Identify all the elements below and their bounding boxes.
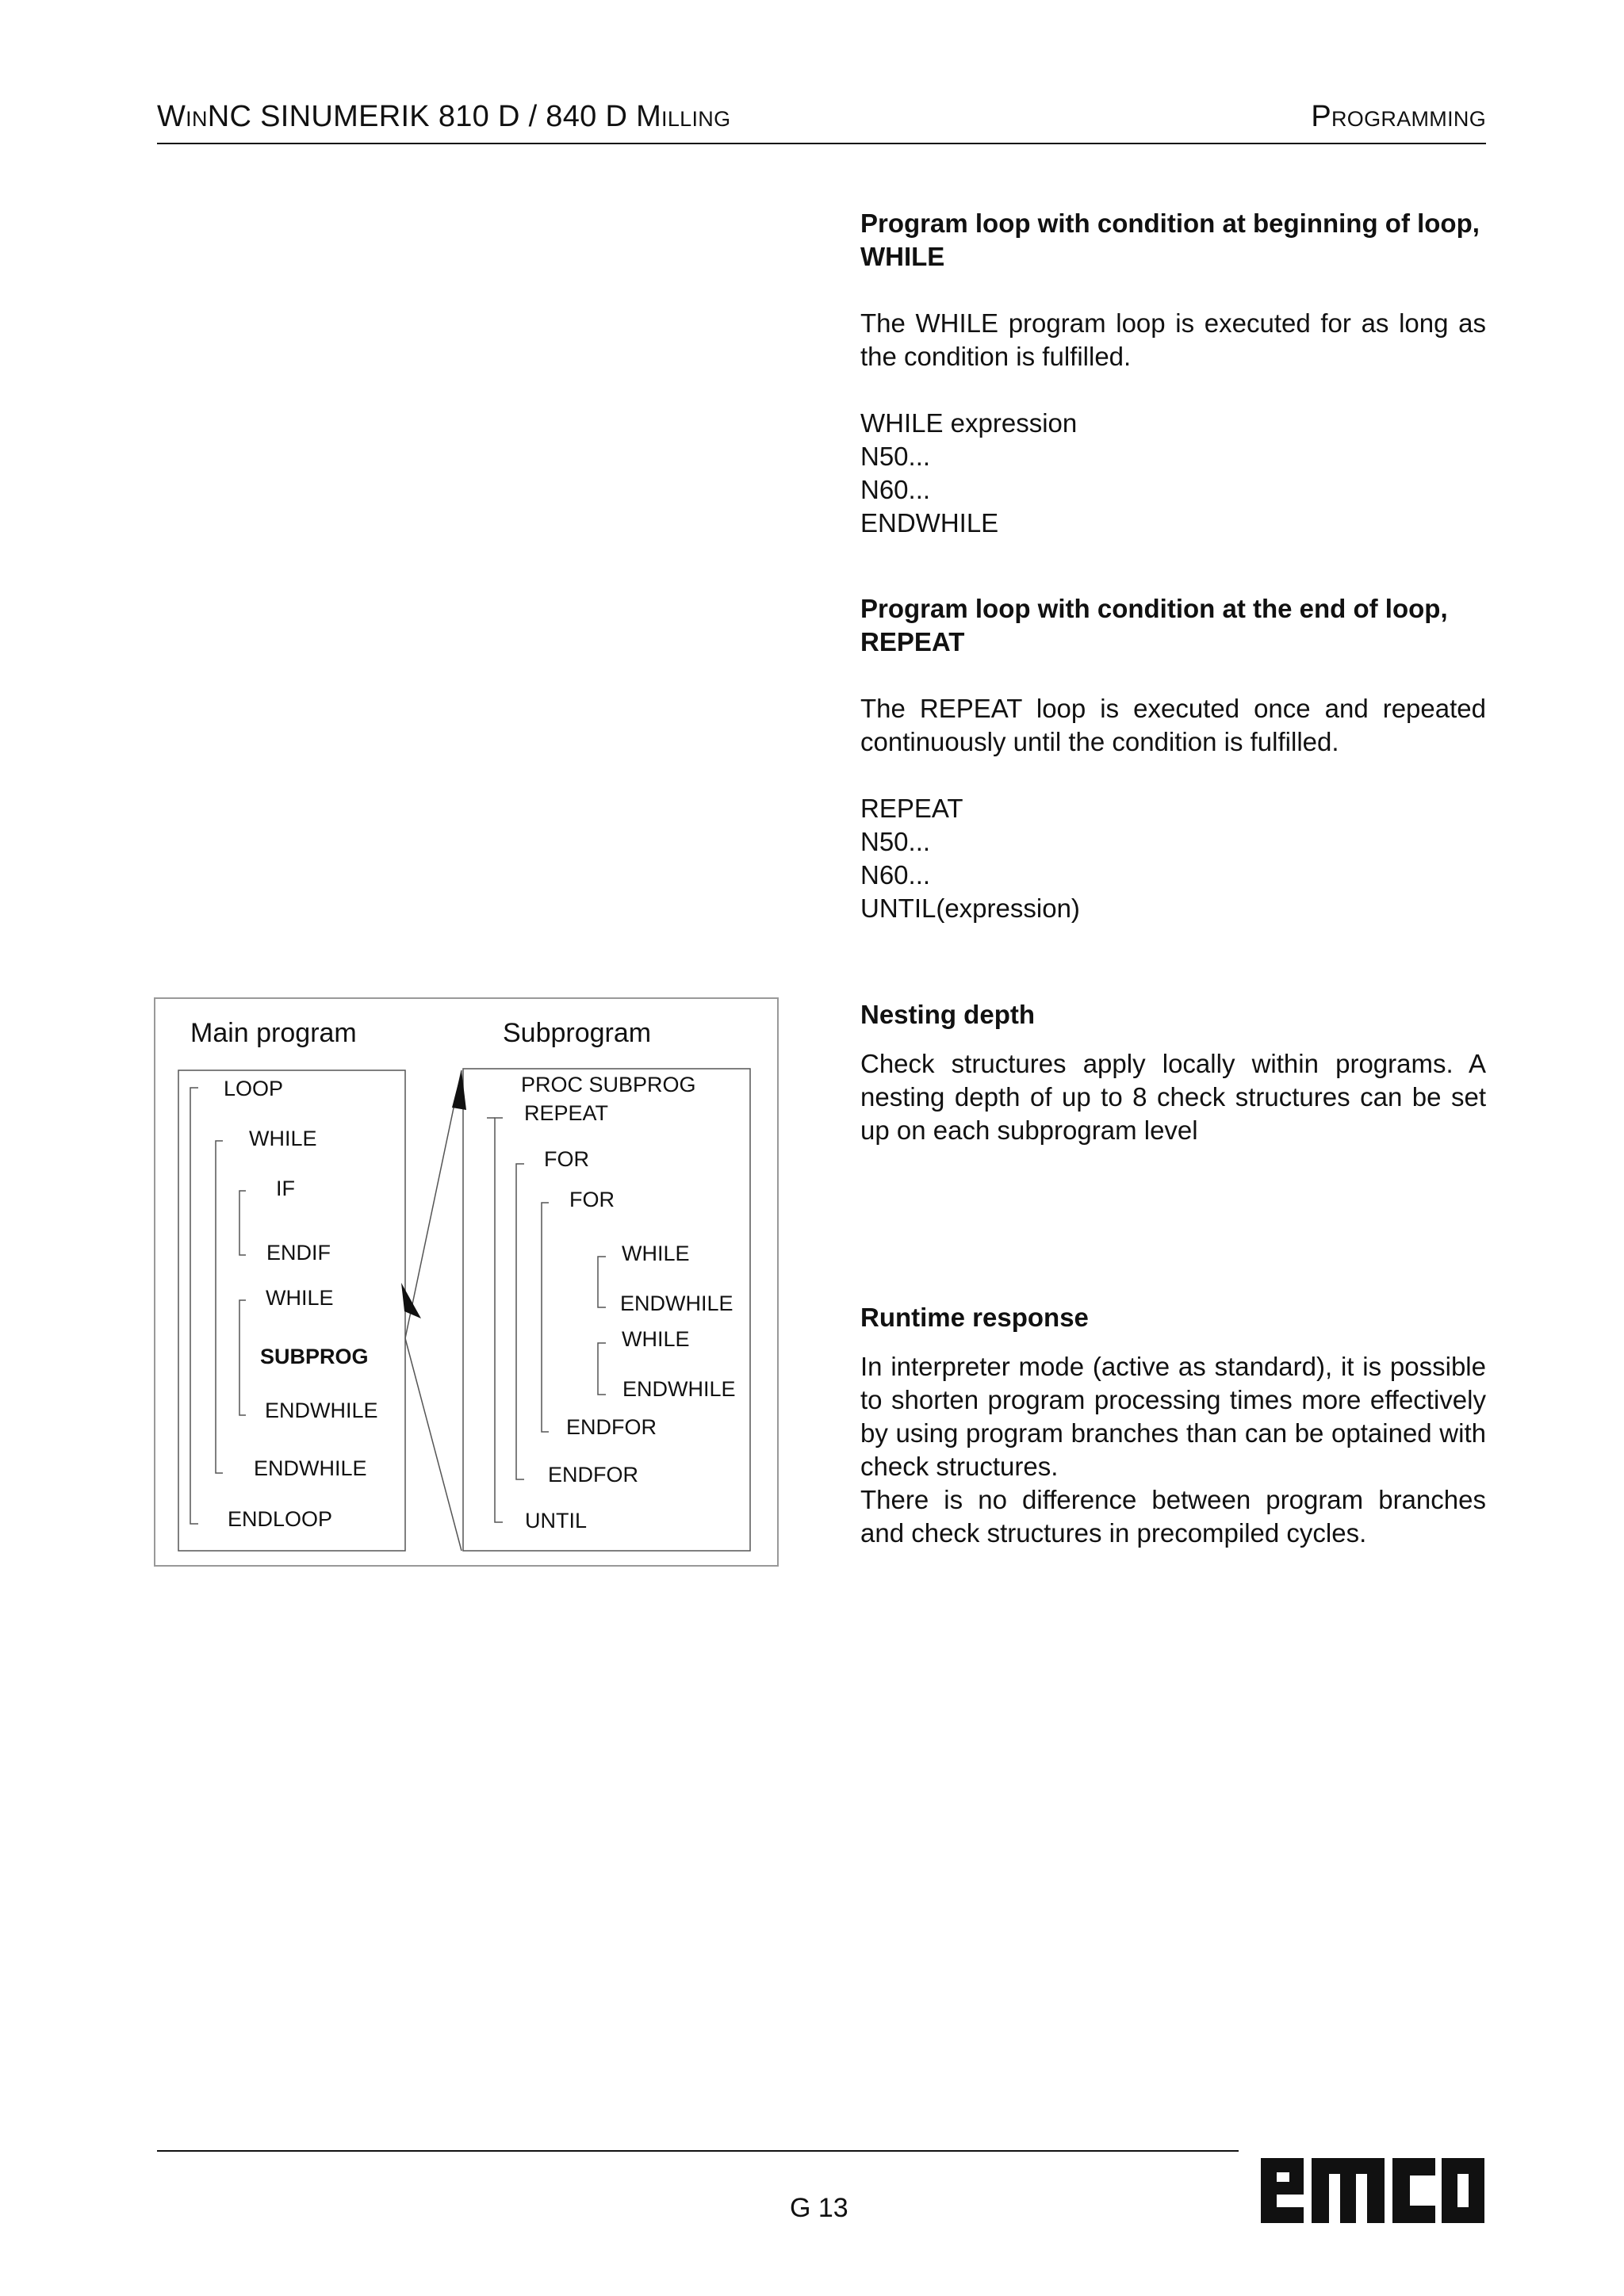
while-code [860, 407, 1486, 540]
main-endwhile-inner: ENDWHILE [265, 1399, 378, 1422]
runtime-heading: Runtime response [860, 1303, 1089, 1332]
code-line: UNTIL(expression) [860, 894, 1080, 923]
main-endif: ENDIF [266, 1241, 331, 1265]
main-if: IF [276, 1177, 295, 1200]
section-repeat [860, 592, 1486, 925]
main-while: WHILE [249, 1127, 317, 1150]
sub-until: UNTIL [525, 1509, 588, 1533]
section-runtime [860, 1301, 1486, 1550]
main-loop: LOOP [224, 1077, 284, 1100]
code-line: N50... [860, 442, 931, 471]
while-b-bracket [598, 1343, 606, 1395]
title-prefix-smallcaps: in [186, 100, 208, 133]
sub-for: FOR [544, 1147, 589, 1171]
sub-endfor: ENDFOR [548, 1463, 638, 1487]
repeat-text: The REPEAT loop is executed once and repeated continuously until the condition is fulfilled. [860, 694, 1486, 756]
chapter-title [1311, 100, 1486, 134]
header-rule [157, 143, 1486, 144]
main-subprog-call: SUBPROG [260, 1345, 369, 1368]
section-nesting [860, 998, 1486, 1147]
nesting-diagram [154, 997, 779, 1567]
while-heading: Program loop with condition at beginning of loop, WHILE [860, 209, 1480, 271]
page-number: G 13 [790, 2193, 848, 2223]
chapter-initial: P [1311, 100, 1331, 133]
repeat-heading: Program loop with condition at the end of loop, REPEAT [860, 594, 1448, 656]
title-suffix: M [636, 100, 662, 133]
loop-bracket [190, 1088, 198, 1524]
title-main: NC SINUMERIK 810 D / 840 D [207, 100, 637, 133]
if-bracket [239, 1191, 246, 1255]
main-program-title: Main program [190, 1018, 357, 1048]
code-line: N50... [860, 827, 931, 856]
code-line: N60... [860, 475, 931, 504]
code-line: ENDWHILE [860, 508, 999, 538]
footer-rule [157, 2150, 1239, 2152]
main-endwhile: ENDWHILE [254, 1456, 367, 1480]
sub-repeat: REPEAT [524, 1101, 609, 1125]
nesting-heading: Nesting depth [860, 1000, 1035, 1029]
code-line: REPEAT [860, 794, 963, 823]
chapter-rest: rogramming [1331, 100, 1486, 133]
section-while [860, 207, 1486, 540]
sub-while-a: WHILE [622, 1242, 690, 1265]
sub-proc: PROC SUBPROG [521, 1073, 696, 1096]
sub-while-b: WHILE [622, 1327, 690, 1351]
sub-for-inner: FOR [569, 1188, 615, 1211]
return-arrowhead [401, 1283, 421, 1318]
nesting-text: Check structures apply locally within programs. A nesting depth of up to 8 check structures can be set up on each subprogram level [860, 1049, 1486, 1145]
while-text: The WHILE program loop is executed for as long as the condition is fulfilled. [860, 308, 1486, 371]
document-title [157, 100, 730, 134]
while1-bracket [216, 1141, 223, 1473]
logo-text: emco [1259, 2150, 1262, 2151]
sub-endwhile-b: ENDWHILE [622, 1377, 736, 1401]
code-line: N60... [860, 860, 931, 890]
sub-endfor-inner: ENDFOR [566, 1415, 657, 1439]
for1-bracket [516, 1164, 524, 1479]
runtime-text-1: In interpreter mode (active as standard), it is possible to shorten program processing times more effectively by using program branches than can be optained with check structures. [860, 1352, 1486, 1481]
code-line: WHILE expression [860, 408, 1078, 438]
call-line [405, 1070, 462, 1338]
repeat-code [860, 792, 1486, 925]
main-endloop: ENDLOOP [228, 1507, 333, 1531]
for2-bracket [542, 1203, 549, 1432]
call-arrowhead [452, 1070, 466, 1110]
while-a-bracket [598, 1257, 606, 1307]
emco-logo [1259, 2150, 1486, 2226]
repeat-bracket [495, 1118, 503, 1522]
title-suffix-smallcaps: illing [661, 100, 731, 133]
sub-endwhile-a: ENDWHILE [620, 1292, 733, 1315]
return-line [405, 1338, 462, 1551]
while2-bracket [239, 1300, 246, 1415]
subprogram-title: Subprogram [503, 1018, 652, 1048]
main-while-inner: WHILE [266, 1286, 334, 1310]
title-prefix: W [157, 100, 186, 133]
runtime-text-2: There is no difference between program branches and check structures in precompiled cycles. [860, 1485, 1486, 1548]
